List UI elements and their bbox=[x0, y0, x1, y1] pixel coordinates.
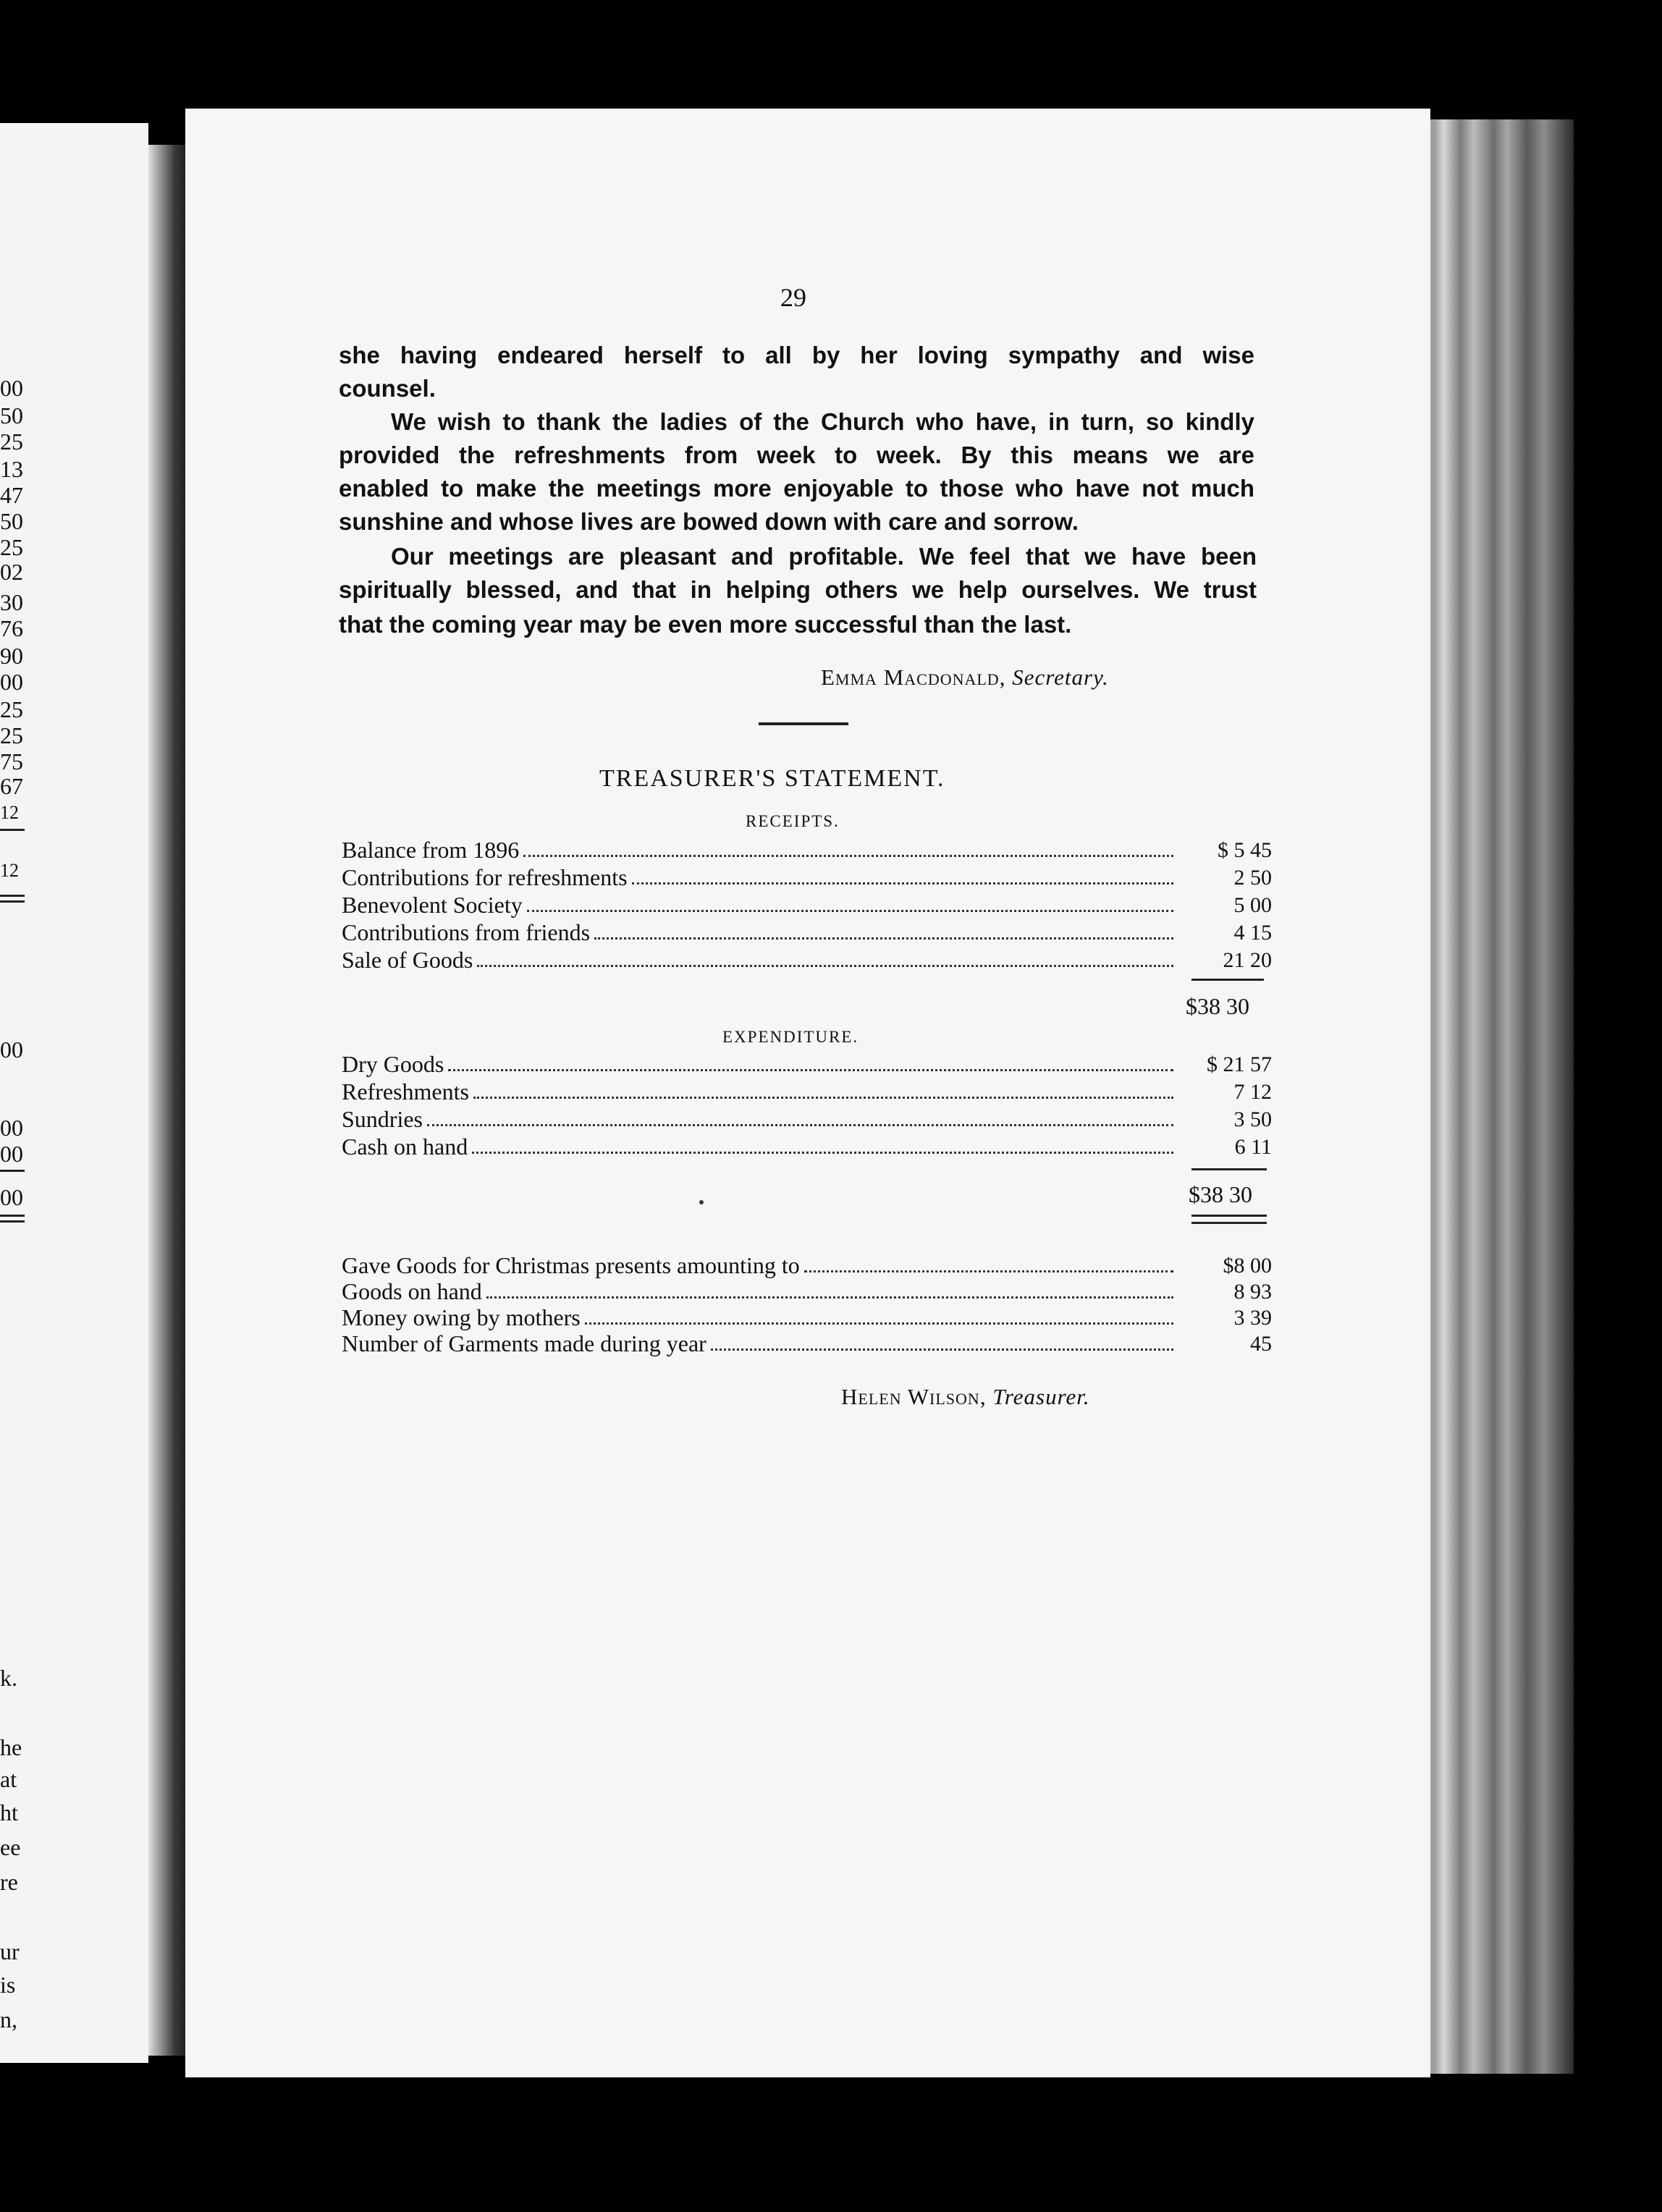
left-page-fragment bbox=[0, 123, 148, 2063]
expenditure-row bbox=[342, 1050, 1272, 1076]
left-fragment-word: is bbox=[0, 1972, 16, 1998]
secretary-name: Emma Macdonald, bbox=[821, 664, 1006, 690]
dot-leader bbox=[472, 1152, 1173, 1154]
note-label: Goods on hand bbox=[342, 1278, 482, 1304]
note-amount: 45 bbox=[1250, 1332, 1272, 1356]
page-number: 29 bbox=[780, 283, 806, 312]
total-rule bbox=[1191, 979, 1264, 981]
receipts-heading: RECEIPTS. bbox=[746, 812, 840, 830]
secretary-title: Secretary. bbox=[1012, 664, 1109, 690]
left-fragment-number: 02 bbox=[0, 559, 23, 585]
left-fragment-number: 75 bbox=[0, 748, 23, 774]
expenditure-label: Cash on hand bbox=[342, 1134, 468, 1160]
dot-leader bbox=[427, 1124, 1173, 1126]
dot-leader bbox=[473, 1097, 1173, 1099]
left-fragment-number: 12 bbox=[0, 860, 19, 881]
left-fragment-number: 50 bbox=[0, 508, 23, 534]
receipt-label: Sale of Goods bbox=[342, 947, 473, 973]
expenditure-row bbox=[342, 1105, 1272, 1131]
left-fragment-number: 25 bbox=[0, 722, 23, 748]
left-fragment-word: ht bbox=[0, 1799, 18, 1825]
paragraph-line: she having endeared herself to all by her loving sympathy and wise bbox=[339, 342, 1254, 368]
treasurer-name: Helen Wilson, bbox=[841, 1384, 987, 1409]
dot-leader bbox=[486, 1296, 1173, 1299]
paragraph-line: that the coming year may be even more successful than the last. bbox=[339, 611, 1072, 638]
note-amount: $8 00 bbox=[1223, 1254, 1272, 1278]
ink-spot bbox=[699, 1200, 704, 1204]
expenditure-amount: 7 12 bbox=[1233, 1080, 1272, 1104]
dot-leader bbox=[711, 1348, 1173, 1351]
paragraph-line: enabled to make the meetings more enjoyable to those who have not much bbox=[339, 475, 1254, 502]
note-row bbox=[342, 1303, 1272, 1329]
total-rule bbox=[1191, 1168, 1267, 1170]
dot-leader bbox=[804, 1270, 1173, 1272]
left-fragment-number: 30 bbox=[0, 589, 23, 615]
note-amount: 8 93 bbox=[1233, 1280, 1272, 1304]
dot-leader bbox=[448, 1069, 1173, 1071]
left-fragment-rule bbox=[0, 1215, 25, 1217]
left-fragment-word: ur bbox=[0, 1938, 20, 1964]
receipt-amount: 21 20 bbox=[1223, 948, 1272, 972]
left-fragment-number: 13 bbox=[0, 456, 23, 482]
expenditure-heading: EXPENDITURE. bbox=[722, 1028, 859, 1046]
dot-leader bbox=[477, 965, 1173, 967]
receipt-label: Contributions for refreshments bbox=[342, 864, 628, 890]
left-fragment-number: 50 bbox=[0, 402, 23, 429]
left-fragment-number: 25 bbox=[0, 534, 23, 560]
receipts-total: $38 30 bbox=[1186, 993, 1249, 1019]
statement-title: TREASURER'S STATEMENT. bbox=[599, 765, 945, 792]
left-fragment-word: n, bbox=[0, 2006, 17, 2032]
left-fragment-rule bbox=[0, 829, 25, 831]
receipt-label: Benevolent Society bbox=[342, 892, 523, 918]
receipt-row bbox=[342, 835, 1272, 861]
double-rule-bottom bbox=[1191, 1222, 1267, 1224]
paragraph-line: sunshine and whose lives are bowed down with care and sorrow. bbox=[339, 508, 1079, 535]
left-fragment-number: 00 bbox=[0, 1184, 23, 1210]
note-row bbox=[342, 1277, 1272, 1303]
receipt-amount: 2 50 bbox=[1233, 866, 1272, 890]
double-rule-top bbox=[1191, 1215, 1267, 1217]
note-label: Gave Goods for Christmas presents amounting to bbox=[342, 1252, 800, 1278]
left-fragment-number: 67 bbox=[0, 773, 23, 799]
note-label: Money owing by mothers bbox=[342, 1304, 581, 1330]
receipt-label: Contributions from friends bbox=[342, 919, 591, 945]
expenditure-label: Refreshments bbox=[342, 1078, 469, 1105]
left-fragment-number: 00 bbox=[0, 1037, 23, 1063]
left-fragment-rule bbox=[0, 900, 25, 903]
left-fragment-number: 00 bbox=[0, 1115, 23, 1141]
paragraph-line: counsel. bbox=[339, 375, 436, 402]
paragraph-line: We wish to thank the ladies of the Church who have, in turn, so kindly bbox=[391, 408, 1254, 435]
receipt-amount: 4 15 bbox=[1233, 921, 1272, 945]
secretary-signature bbox=[821, 664, 1109, 691]
paragraph-line: spiritually blessed, and that in helping others we help ourselves. We trust bbox=[339, 576, 1257, 603]
left-fragment-word: at bbox=[0, 1766, 17, 1792]
expenditure-label: Sundries bbox=[342, 1106, 423, 1132]
section-divider bbox=[759, 722, 848, 725]
expenditure-label: Dry Goods bbox=[342, 1051, 444, 1077]
left-fragment-number: 00 bbox=[0, 375, 23, 401]
left-fragment-word: ee bbox=[0, 1834, 21, 1860]
dot-leader bbox=[585, 1322, 1173, 1325]
note-row bbox=[342, 1251, 1272, 1277]
left-fragment-number: 00 bbox=[0, 669, 23, 695]
note-label: Number of Garments made during year bbox=[342, 1330, 706, 1356]
note-amount: 3 39 bbox=[1233, 1306, 1272, 1330]
left-fragment-word: he bbox=[0, 1734, 22, 1760]
receipt-row bbox=[342, 863, 1272, 889]
left-fragment-rule bbox=[0, 1170, 25, 1172]
left-fragment-number: 47 bbox=[0, 482, 23, 508]
page-edges bbox=[1407, 119, 1574, 2074]
paragraph-line: Our meetings are pleasant and profitable. We feel that we have been bbox=[391, 543, 1257, 570]
receipt-amount: 5 00 bbox=[1233, 893, 1272, 917]
left-fragment-number: 12 bbox=[0, 802, 19, 823]
dot-leader bbox=[594, 937, 1173, 940]
left-fragment-word: k. bbox=[0, 1665, 17, 1691]
dot-leader bbox=[632, 882, 1173, 885]
left-fragment-number: 90 bbox=[0, 643, 23, 669]
expenditure-amount: 6 11 bbox=[1234, 1135, 1272, 1159]
expenditure-row bbox=[342, 1132, 1272, 1158]
paragraph-line: provided the refreshments from week to week. By this means we are bbox=[339, 442, 1254, 468]
treasurer-signature bbox=[841, 1384, 1090, 1410]
treasurer-title: Treasurer. bbox=[992, 1384, 1090, 1409]
left-fragment-number: 25 bbox=[0, 696, 23, 722]
left-fragment-word: re bbox=[0, 1869, 18, 1895]
left-fragment-number: 76 bbox=[0, 615, 23, 641]
note-row bbox=[342, 1329, 1272, 1355]
receipt-row bbox=[342, 918, 1272, 944]
left-fragment-number: 00 bbox=[0, 1141, 23, 1167]
receipt-row bbox=[342, 890, 1272, 916]
receipt-label: Balance from 1896 bbox=[342, 837, 520, 863]
receipt-amount: $ 5 45 bbox=[1218, 838, 1272, 862]
expenditure-amount: 3 50 bbox=[1233, 1107, 1272, 1131]
expenditure-total: $38 30 bbox=[1189, 1181, 1252, 1207]
left-fragment-rule bbox=[0, 1220, 25, 1223]
receipt-row bbox=[342, 945, 1272, 971]
expenditure-row bbox=[342, 1077, 1272, 1103]
dot-leader bbox=[523, 855, 1173, 857]
dot-leader bbox=[527, 910, 1173, 912]
left-fragment-number: 25 bbox=[0, 429, 23, 455]
left-fragment-rule bbox=[0, 895, 25, 897]
expenditure-amount: $ 21 57 bbox=[1207, 1052, 1272, 1076]
